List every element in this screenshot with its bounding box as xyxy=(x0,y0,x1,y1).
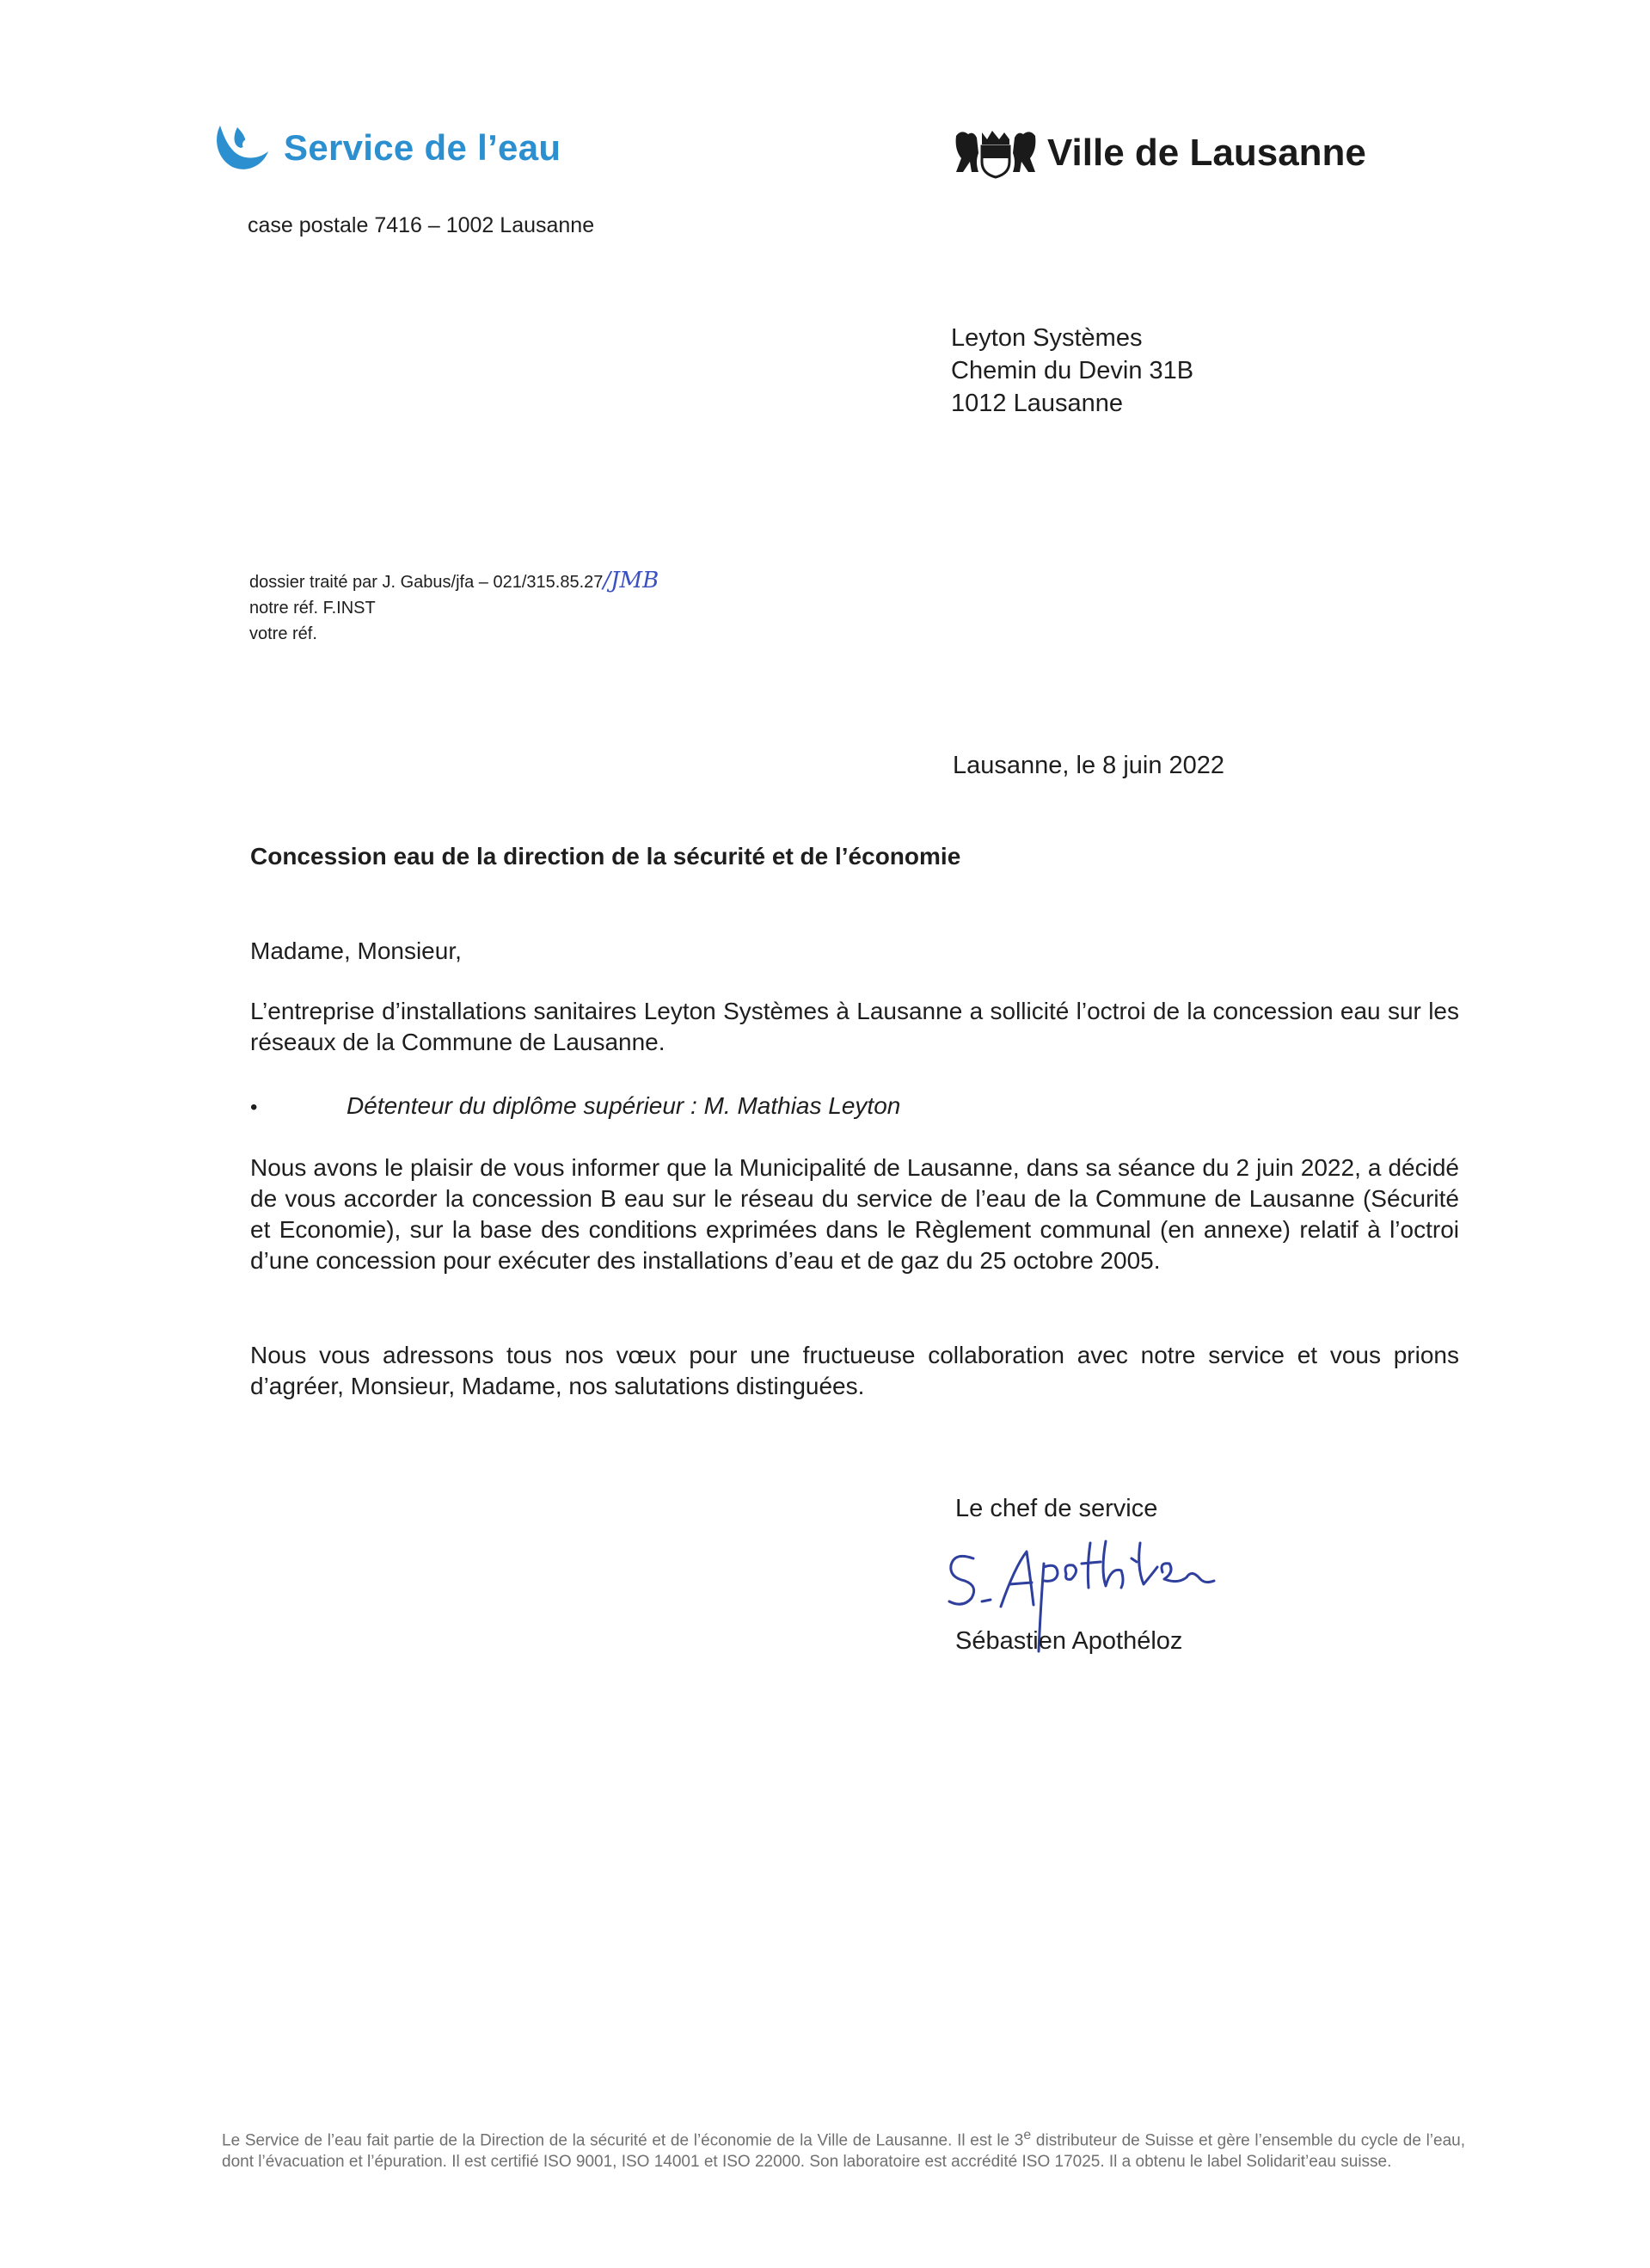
recipient-city: 1012 Lausanne xyxy=(951,390,1123,417)
footer-superscript: e xyxy=(1023,2128,1032,2142)
handled-by-line xyxy=(249,568,659,595)
footer-note xyxy=(222,2124,1465,2173)
signatory-name: Sébastien Apothéloz xyxy=(955,1627,1183,1655)
city-logo xyxy=(953,127,1366,179)
recipient-name: Leyton Systèmes xyxy=(951,324,1143,352)
paragraph-request: L’entreprise d’installations sanitaires Leyton Systèmes à Lausanne a sollicité l’octroi de la concession eau sur les réseaux de la Commune de Lausanne. xyxy=(250,998,1459,1055)
signatory-role: Le chef de service xyxy=(955,1495,1158,1522)
city-name: Ville de Lausanne xyxy=(1047,132,1366,174)
postal-address: case postale 7416 – 1002 Lausanne xyxy=(248,213,595,237)
references xyxy=(249,568,659,647)
our-reference: notre réf. F.INST xyxy=(249,599,376,618)
letter-date: Lausanne, le 8 juin 2022 xyxy=(953,752,1225,779)
recipient-address xyxy=(951,322,1193,420)
lausanne-coat-of-arms-icon xyxy=(953,127,1039,179)
paragraph-decision: Nous avons le plaisir de vous informer que la Municipalité de Lausanne, dans sa séance du 2 juin 2022, a décidé de vous accorder la concession B eau sur le réseau du service de l’eau de la Commune de Lausanne (Sécurité et Economie), sur la base des conditions exprimées dans le Règlement communal (en annexe) relatif à l’octroi d’une concession pour exécuter des installations d’eau et de gaz du 25 octobre 2005. xyxy=(250,1154,1459,1274)
paragraph-closing: Nous vous adressons tous nos vœux pour une fructueuse collaboration avec notre service et vous prions d’agréer, Monsieur, Madame, nos salutations distinguées. xyxy=(250,1342,1459,1399)
your-reference: votre réf. xyxy=(249,624,317,643)
letter-subject: Concession eau de la direction de la sécurité et de l’économie xyxy=(250,843,961,870)
handwritten-initials: /JMB xyxy=(603,568,659,593)
service-name: Service de l’eau xyxy=(284,127,561,168)
bullet-icon: • xyxy=(250,1096,258,1119)
footer-text-start: Le Service de l’eau fait partie de la Direction de la sécurité et de l’économie de la Ville de Lausanne. Il est le 3 xyxy=(222,2131,1024,2150)
footer-text-end: distributeur de Suisse et gère l’ensemble du cycle de l’eau, dont l’évacuation et l’épuration. Il est certifié ISO 9001, ISO 14001 et ISO 22000. Son laboratoire est accrédité ISO 17025. Il a obtenu le label Solidarit’eau suisse. xyxy=(222,2131,1465,2172)
diploma-bullet xyxy=(250,1092,900,1120)
diploma-holder: Détenteur du diplôme supérieur : M. Mathias Leyton xyxy=(347,1092,901,1119)
salutation: Madame, Monsieur, xyxy=(250,937,462,964)
service-logo xyxy=(212,120,561,175)
handled-by: dossier traité par J. Gabus/jfa – 021/315.85.27 xyxy=(249,573,604,592)
water-drop-logo-icon xyxy=(212,120,273,175)
recipient-street: Chemin du Devin 31B xyxy=(951,357,1194,384)
